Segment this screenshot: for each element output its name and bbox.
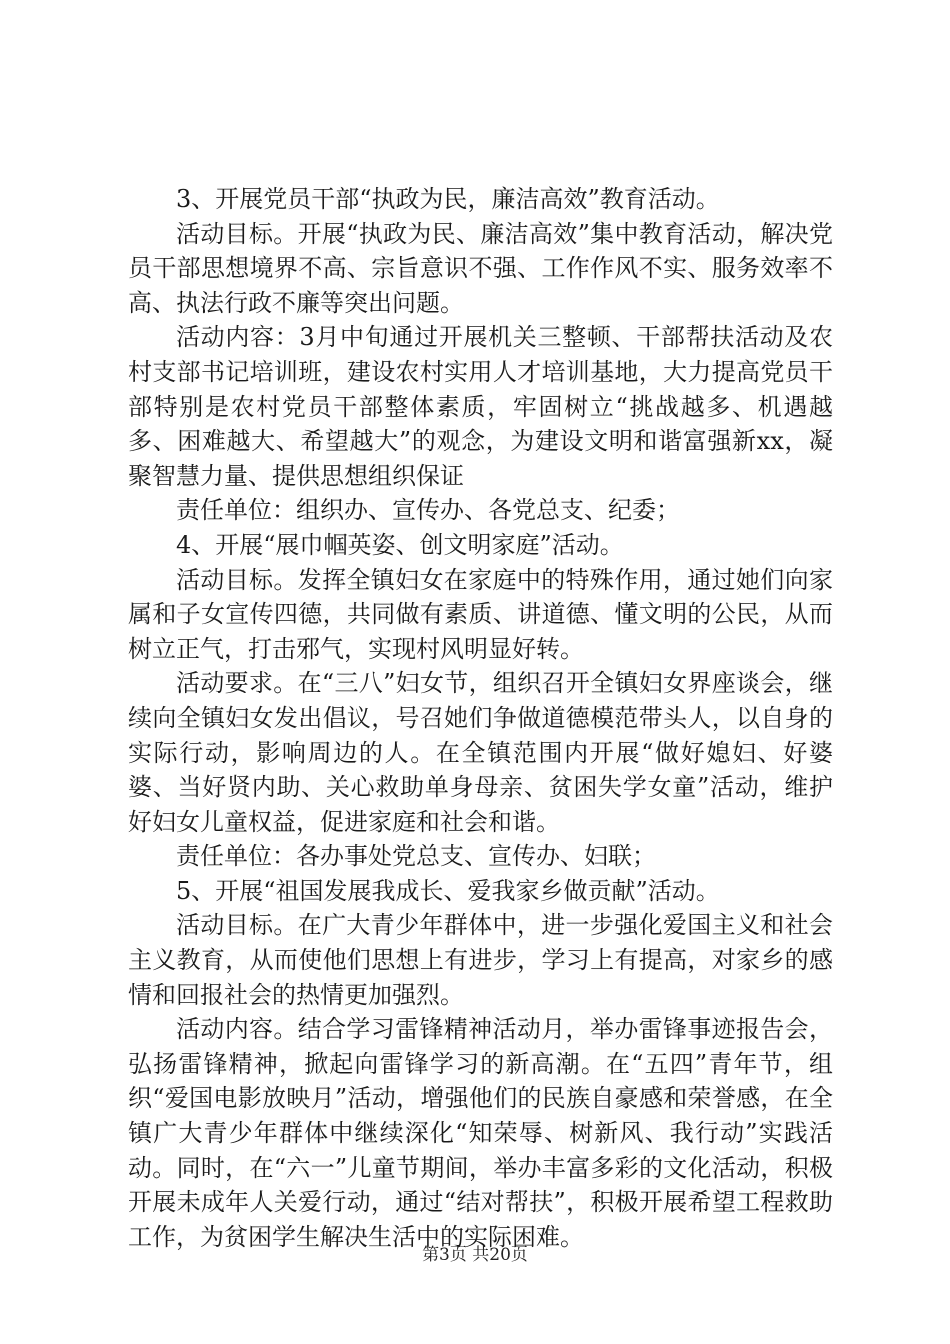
- paragraph-requirement: 活动要求。在“三八”妇女节，组织召开全镇妇女界座谈会，继续向全镇妇女发出倡议，号召她们争做道德模范带头人，以自身的实际行动，影响周边的人。在全镇范围内开展“做好媳妇、好婆婆、当好贤内助、关心救助单身母亲、贫困失学女童”活动，维护好妇女儿童权益，促进家庭和社会和谐。: [128, 669, 833, 836]
- paragraph-responsible-unit: 责任单位：各办事处党总支、宣传办、妇联；: [176, 842, 656, 871]
- paragraph-goal: 活动目标。在广大青少年群体中，进一步强化爱国主义和社会主义教育，从而使他们思想上有进步，学习上有提高，对家乡的感情和回报社会的热情更加强烈。: [128, 911, 833, 1009]
- paragraph-responsible-unit: 责任单位：组织办、宣传办、各党总支、纪委；: [176, 496, 680, 525]
- document-body: [128, 182, 833, 1254]
- paragraph-goal: 活动目标。开展“执政为民、廉洁高效”集中教育活动，解决党员干部思想境界不高、宗旨意识不强、工作作风不实、服务效率不高、执法行政不廉等突出问题。: [128, 219, 833, 317]
- paragraph-item-5-heading: 5、开展“祖国发展我成长、爱我家乡做贡献”活动。: [176, 876, 720, 905]
- paragraph-content: 活动内容。结合学习雷锋精神活动月，举办雷锋事迹报告会，弘扬雷锋精神，掀起向雷锋学习的新高潮。在“五四”青年节，组织“爱国电影放映月”活动，增强他们的民族自豪感和荣誉感，在全镇广大青少年群体中继续深化“知荣辱、树新风、我行动”实践活动。同时，在“六一”儿童节期间，举办丰富多彩的文化活动，积极开展未成年人关爱行动，通过“结对帮扶”，积极开展希望工程救助工作，为贫困学生解决生活中的实际困难。: [128, 1015, 833, 1251]
- paragraph-item-4-heading: 4、开展“展巾帼英姿、创文明家庭”活动。: [176, 530, 624, 559]
- paragraph-item-3-heading: 3、开展党员干部“执政为民，廉洁高效”教育活动。: [176, 185, 720, 213]
- page-number-footer: 第3页 共20页: [422, 1245, 528, 1265]
- paragraph-goal: 活动目标。发挥全镇妇女在家庭中的特殊作用，通过她们向家属和子女宣传四德，共同做有素质、讲道德、懂文明的公民，从而树立正气，打击邪气，实现村风明显好转。: [128, 565, 833, 663]
- paragraph-content: 活动内容：3月中旬通过开展机关三整顿、干部帮扶活动及农村支部书记培训班，建设农村实用人才培训基地，大力提高党员干部特别是农村党员干部整体素质，牢固树立“挑战越多、机遇越多、困难越大、希望越大”的观念，为建设文明和谐富强新xx，凝聚智慧力量、提供思想组织保证: [128, 323, 833, 490]
